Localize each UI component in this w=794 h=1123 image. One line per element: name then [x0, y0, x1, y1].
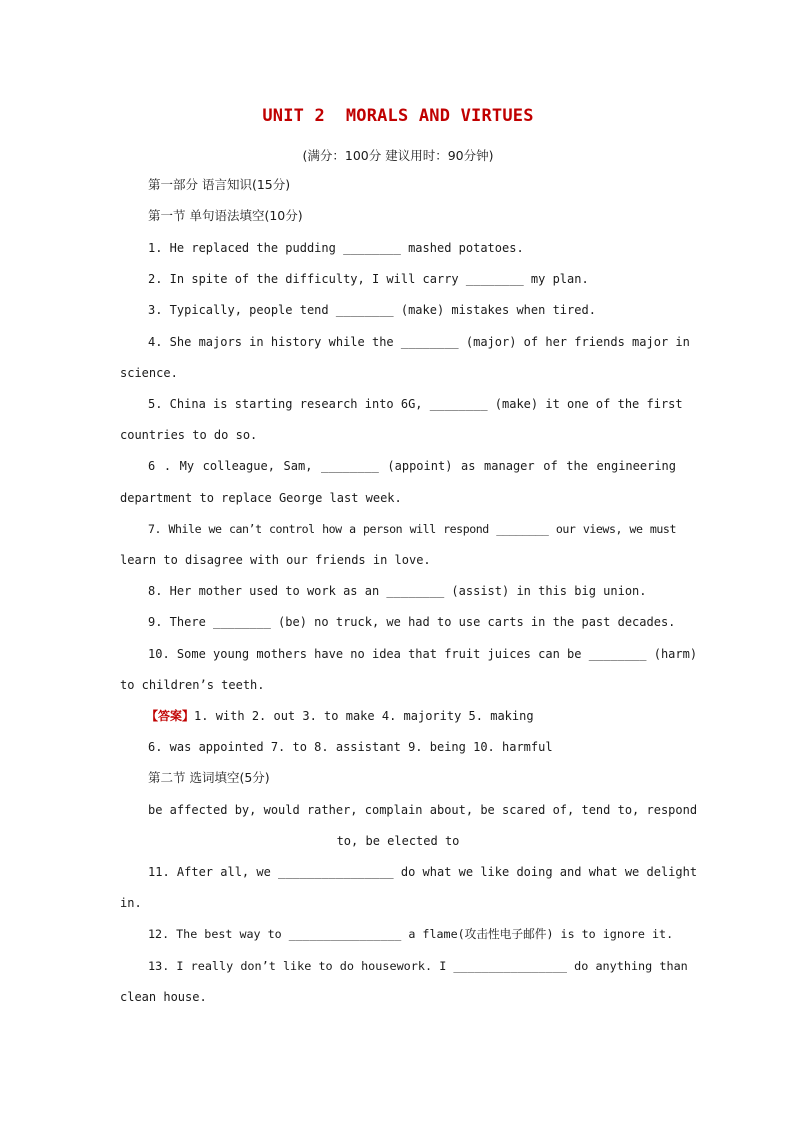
section-heading: 第一节 单句语法填空(10分) [148, 208, 303, 223]
answer-line-1 [120, 708, 676, 724]
question-6-line-2: department to replace George last week. [120, 491, 402, 505]
question-7-line-1: 7. While we can’t control how a person will respond ________ our views, we must [148, 522, 676, 536]
question-10-line-2: to children’s teeth. [120, 678, 265, 692]
word-bank-line-1: be affected by, would rather, complain about, be scared of, tend to, respond [148, 803, 698, 817]
answer-tag: 【答案】 [146, 709, 195, 723]
question-8: 8. Her mother used to work as an ________ (assist) in this big union. [148, 584, 647, 598]
question-4-line-2: science. [120, 366, 178, 380]
question-2: 2. In spite of the difficulty, I will carry ________ my plan. [148, 272, 589, 286]
question-5-line-1: 5. China is starting research into 6G, ________ (make) it one of the first [148, 397, 683, 411]
question-10-line-1: 10. Some young mothers have no idea that fruit juices can be ________ (harm) [148, 647, 698, 661]
question-11-line-2: in. [120, 896, 142, 910]
question-11-line-1: 11. After all, we ________________ do what we like doing and what we delight [148, 865, 698, 879]
question-6-line-1: 6 . My colleague, Sam, ________ (appoint) as manager of the engineering [148, 459, 676, 473]
question-7-line-2: learn to disagree with our friends in love. [120, 553, 431, 567]
answer-line-2: 6. was appointed 7. to 8. assistant 9. being 10. harmful [148, 740, 553, 754]
question-12: 12. The best way to ________________ a flame(攻击性电子邮件) is to ignore it. [148, 927, 674, 941]
word-bank-line-2: to, be elected to [336, 834, 460, 848]
question-5-line-2: countries to do so. [120, 428, 258, 442]
unit-title: UNIT 2 MORALS AND VIRTUES [262, 106, 534, 126]
question-3: 3. Typically, people tend ________ (make) mistakes when tired. [148, 303, 596, 317]
answer-text-1: 1. with 2. out 3. to make 4. majority 5. making [194, 709, 534, 723]
question-13-line-2: clean house. [120, 990, 207, 1004]
question-9: 9. There ________ (be) no truck, we had to use carts in the past decades. [148, 615, 676, 629]
score-time-subtitle: (满分：100分 建议用时：90分钟) [302, 148, 494, 163]
part-heading: 第一部分 语言知识(15分) [148, 177, 291, 192]
question-1: 1. He replaced the pudding ________ mashed potatoes. [148, 241, 524, 255]
question-4-line-1: 4. She majors in history while the ________ (major) of her friends major in [148, 335, 690, 349]
question-13-line-1: 13. I really don’t like to do housework. I ________________ do anything than [148, 959, 688, 973]
section-2-heading: 第二节 选词填空(5分) [148, 770, 270, 785]
